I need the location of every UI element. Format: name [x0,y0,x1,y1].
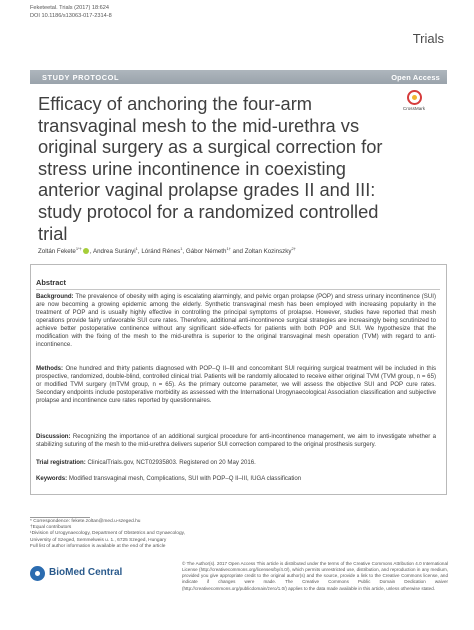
author-name[interactable]: Andrea Surányi [92,248,136,256]
author-affiliation-marker: 1† [226,246,231,251]
orcid-icon[interactable] [83,248,89,254]
methods-text: One hundred and thirty patients diagnosed with POP–Q II–III and concomitant SUI requiring surgical treatment will be included in this prospective, randomized, double-blind, controlled clinical trial. Patients will be randomly allocated to receive either original TVM (TVM group, n = 65) or modified TVM surgery (mTVM group, n = 65). As the primary outcome parameter, we will assess the objective SUI and POP cure rates. Secondary endpoints include postoperative morbidity as assessed with the International Urogynaecological Association classification and subjective prolapse and incontinence cure rates reported by questionnaires. [36,365,436,404]
abstract-background [36,293,436,349]
doi-line[interactable]: DOI 10.1186/s13063-017-2314-8 [30,13,112,19]
author-name[interactable]: Zoltan Kozinszky [244,248,292,256]
abstract-discussion [36,433,436,449]
biomed-central-icon [30,566,45,581]
trial-registration-label: Trial registration: [36,459,86,466]
author-affiliation-marker: 2† [291,246,296,251]
affiliation-note: University of Szeged, Semmelweis u. 1., 6725 Szeged, Hungary [30,537,167,543]
abstract-methods [36,365,436,405]
discussion-label: Discussion: [36,433,71,440]
author-list: Zoltán Fekete$^{1*\dagger}$ , Andrea Surányi$^1$, Lóránd Rénes$^1$, Gábor Németh$^{1\dagger}$ and Zoltan Kozinszky$^{2\dagger}$ [38,246,296,256]
citation-line: Feketeetal. Trials (2017) 18:624 [30,5,109,11]
crossmark-button[interactable] [394,90,434,111]
author-name[interactable]: Gábor Németh [185,248,227,256]
background-label: Background: [36,293,74,300]
footnote-divider [30,517,90,518]
keywords-label: Keywords: [36,475,68,482]
abstract-heading: Abstract [36,278,66,287]
journal-name: Trials [412,31,444,46]
abstract-keywords [36,475,436,483]
article-type-label: STUDY PROTOCOL [42,73,120,82]
abstract-divider [36,289,440,290]
author-name[interactable]: Lóránd Rénes [141,248,181,256]
publisher-name: BioMed Central [49,567,123,578]
abstract-trial-registration [36,459,436,467]
author-info-note: Full list of author information is available at the end of the article [30,543,166,549]
equal-contributors-note: †Equal contributors [30,525,72,531]
affiliation-note: ¹Division of Urogynaecology, Department of Obstetrics and Gynaecology, [30,531,185,537]
author-affiliation-marker: 1*† [75,246,82,251]
article-type-banner [30,70,447,84]
author-name[interactable]: Zoltán Fekete [38,248,76,256]
author-affiliation-marker: 1 [135,246,138,251]
open-access-label: Open Access [391,73,440,82]
trial-registration-text[interactable]: ClinicalTrials.gov, NCT02935803. Registered on 20 May 2016. [87,459,256,466]
correspondence-note[interactable]: * Correspondence: fekete.zoltan@med.u-szeged.hu [30,519,141,524]
citation-header [30,4,112,20]
article-title: Efficacy of anchoring the four-arm transvaginal mesh to the mid-urethra vs original surgery as a surgical correction for stress urine incontinence in coexisting anterior vaginal prolapse grades II and III: study protocol for a randomized controlled trial [38,93,383,244]
license-statement: © The Author(s). 2017 Open Access This article is distributed under the terms of the Creative Commons Attribution 4.0 International License (http://creativecommons.org/licenses/by/4.0/), which permits unrestricted use, distribution, and reproduction in any medium, provided you give appropriate credit to the original author(s) and the source, provide a link to the Creative Commons license, and indicate if changes were made. The Creative Commons Public Domain Dedication waiver (http://creativecommons.org/publicdomain/zero/1.0/) applies to the data made available in this article, unless otherwise stated. [182,561,448,591]
crossmark-label: CrossMark [402,106,426,111]
author-affiliation-marker: 1 [180,246,183,251]
keywords-text: Modified transvaginal mesh, Complications, SUI with POP–Q II–III, IUGA classification [68,475,302,482]
footnotes [30,519,205,550]
crossmark-icon [407,90,422,105]
methods-label: Methods: [36,365,64,372]
publisher-logo[interactable] [30,566,145,580]
discussion-text: Recognizing the importance of an additional surgical procedure for anti-incontinence management, we aim to investigate whether a stabilizing suturing of the mesh to the mid-urethra delivers superior SUI correction compared to the original prosthesis surgery. [36,433,436,448]
background-text: The prevalence of obesity with aging is escalating alarmingly, and pelvic organ prolapse (POP) and stress urinary incontinence (SUI) are now becoming a growing epidemic among the elderly. Synthetic transvaginal mesh has been employed with increasing popularity in the treatment of POP and is usually highly effective in controlling the principal symptoms of prolapse. However, studies have reported that mesh operations provide fairly unfavorable SUI cure rates. Therefore, additional anti-incontinence surgical strategies are increasingly being scrutinized to achieve better postoperative continence without any significant side-effects for patients with both POP and SUI. We hypothesize that the modification with the fixing of the mesh to the mid-urethra is superior to the original transvaginal mesh operation (TVM) with regard to anti-incontinence. [36,293,436,348]
